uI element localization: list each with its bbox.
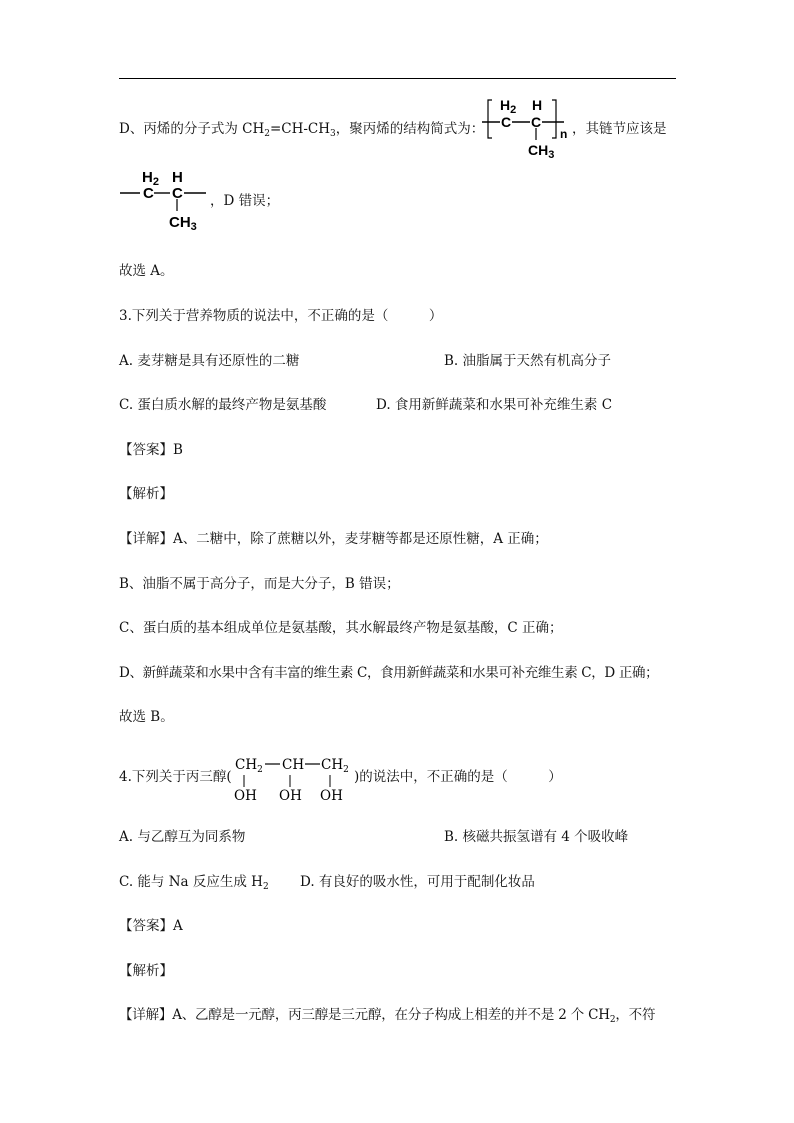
- oh-label: OH: [320, 788, 343, 803]
- ch2-label: $CH_2$: [235, 757, 263, 775]
- repeat-unit-structure: [118, 166, 210, 232]
- question-4-option-b: B. 核磁共振氢谱有 4 个吸收峰: [444, 829, 629, 845]
- polypropylene-structure-drawing: [480, 94, 570, 160]
- explanation-line-d-end: ，D 错误；: [210, 193, 280, 209]
- h2-label: $H_2$: [142, 169, 159, 188]
- carbon-label: C: [501, 114, 512, 130]
- h-label: H: [172, 169, 183, 186]
- explanation-line-d-suffix: ，其链节应该是: [572, 121, 667, 137]
- h-label: H: [532, 97, 543, 113]
- oh-label: OH: [279, 788, 302, 803]
- ch2-label: $CH_2$: [321, 757, 349, 775]
- question-3-select: 故选 B。: [119, 709, 174, 725]
- question-3-option-c: C. 蛋白质水解的最终产物是氨基酸: [119, 397, 327, 413]
- ch-label: CH: [282, 757, 305, 773]
- glycerol-formula-drawing: [232, 755, 356, 803]
- question-4-option-a: A. 与乙醇互为同系物: [119, 829, 246, 845]
- explanation-line-d: D、丙烯的分子式为 $CH_2=CH-CH_3$，聚丙烯的结构简式为：: [119, 121, 485, 139]
- ch3-label: $CH_3$: [528, 142, 555, 160]
- question-3-answer: 【答案】B: [119, 442, 183, 458]
- oh-label: OH: [234, 788, 257, 803]
- question-4-stem-start: 4.下列关于丙三醇(: [119, 769, 232, 785]
- question-3-stem: 3.下列关于营养物质的说法中，不正确的是（ ）: [119, 308, 443, 324]
- question-4-analysis-label: 【解析】: [119, 963, 173, 979]
- question-4-option-d: D. 有良好的吸水性，可用于配制化妆品: [300, 874, 535, 890]
- carbon-label: C: [172, 185, 183, 202]
- question-3-detail-c: C、蛋白质的基本组成单位是氨基酸，其水解最终产物是氨基酸，C 正确；: [119, 620, 563, 636]
- question-4-stem-end: )的说法中，不正确的是（ ）: [354, 769, 562, 785]
- question-3-analysis-label: 【解析】: [119, 486, 173, 502]
- question-3-option-d: D. 食用新鲜蔬菜和水果可补充维生素 C: [376, 397, 613, 413]
- repeat-n-label: n: [560, 127, 568, 141]
- question-3-detail-b: B、油脂不属于高分子，而是大分子，B 错误；: [119, 576, 400, 592]
- glycerol-formula: [232, 755, 356, 803]
- header-rule: [119, 78, 676, 79]
- question-3-option-b: B. 油脂属于天然有机高分子: [444, 353, 612, 369]
- repeat-unit-structure-drawing: [118, 166, 210, 232]
- select-line-1: 故选 A。: [119, 263, 174, 279]
- carbon-label: C: [531, 114, 542, 130]
- question-4-detail-a: 【详解】A、乙醇是一元醇，丙三醇是三元醇，在分子构成上相差的并不是 2 个 $CH_2$，不符: [119, 1007, 656, 1025]
- h2-label: $H_2$: [500, 97, 517, 116]
- question-4-option-c: C. 能与 Na 反应生成 $H_2$: [119, 874, 269, 892]
- ch3-label: $CH_3$: [169, 214, 197, 232]
- question-3-detail-a: 【详解】A、二糖中，除了蔗糖以外，麦芽糖等都是还原性糖，A 正确；: [119, 531, 548, 547]
- question-3-option-a: A. 麦芽糖是具有还原性的二糖: [119, 353, 300, 369]
- carbon-label: C: [143, 185, 154, 202]
- polypropylene-structure: [480, 94, 570, 160]
- question-4-answer: 【答案】A: [119, 918, 183, 934]
- question-3-detail-d: D、新鲜蔬菜和水果中含有丰富的维生素 C，食用新鲜蔬菜和水果可补充维生素 C，D 正确；: [119, 665, 659, 681]
